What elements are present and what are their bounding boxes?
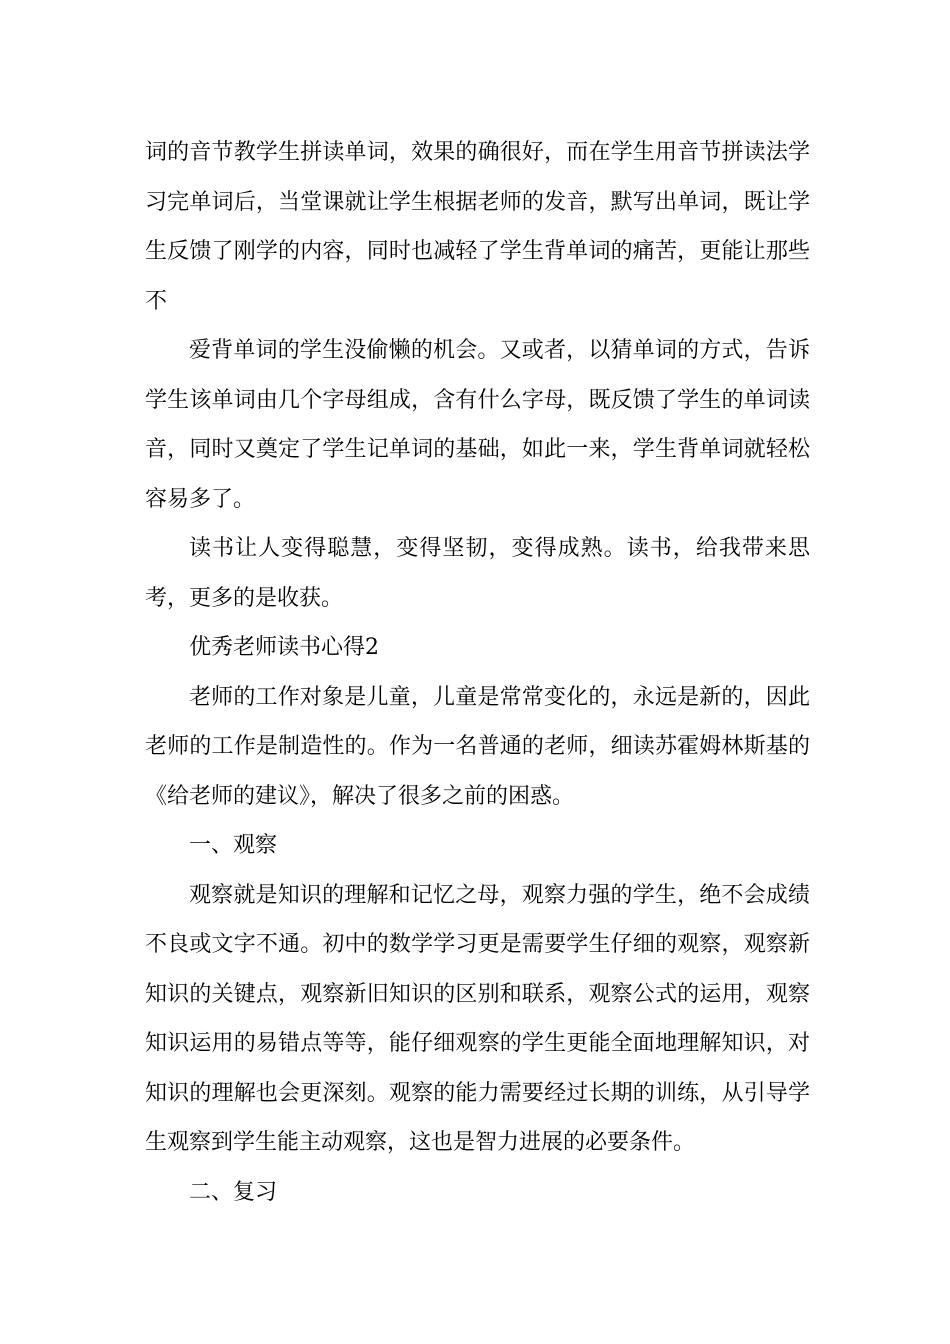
- paragraph-teacher-work: 老师的工作对象是儿童，儿童是常常变化的，永远是新的，因此老师的工作是制造性的。作为一名普通的老师，细读苏霍姆林斯基的《给老师的建议》，解决了很多之前的困惑。: [145, 684, 810, 809]
- paragraph-observation: 观察就是知识的理解和记忆之母，观察力强的学生，绝不会成绩不良或文字不通。初中的数学学习更是需要学生仔细的观察，观察新知识的关键点，观察新旧知识的区别和联系，观察公式的运用，观察知识运用的易错点等等，能仔细观察的学生更能全面地理解知识，对知识的理解也会更深刻。观察的能力需要经过长期的训练，从引导学生观察到学生能主动观察，这也是智力进展的必要条件。: [145, 882, 810, 1155]
- subheading-review: 二、复习: [189, 1179, 278, 1205]
- paragraph-continuation: 词的音节教学生拼读单词，效果的确很好，而在学生用音节拼读法学习完单词后，当堂课就让学生根据老师的发音，默写出单词，既让学生反馈了刚学的内容，同时也减轻了学生背单词的痛苦，更能让那些不: [145, 140, 810, 314]
- paragraph-word-guessing: 爱背单词的学生没偷懒的机会。又或者，以猜单词的方式，告诉学生该单词由几个字母组成，含有什么字母，既反馈了学生的单词读音，同时又奠定了学生记单词的基础，如此一来，学生背单词就轻松容易多了。: [145, 338, 810, 512]
- document-body: [145, 128, 810, 1217]
- paragraph-reading-benefits: 读书让人变得聪慧，变得坚韧，变得成熟。读书，给我带来思考，更多的是收获。: [145, 536, 810, 611]
- section-title: 优秀老师读书心得2: [189, 635, 379, 660]
- subheading-observation: 一、观察: [189, 833, 278, 858]
